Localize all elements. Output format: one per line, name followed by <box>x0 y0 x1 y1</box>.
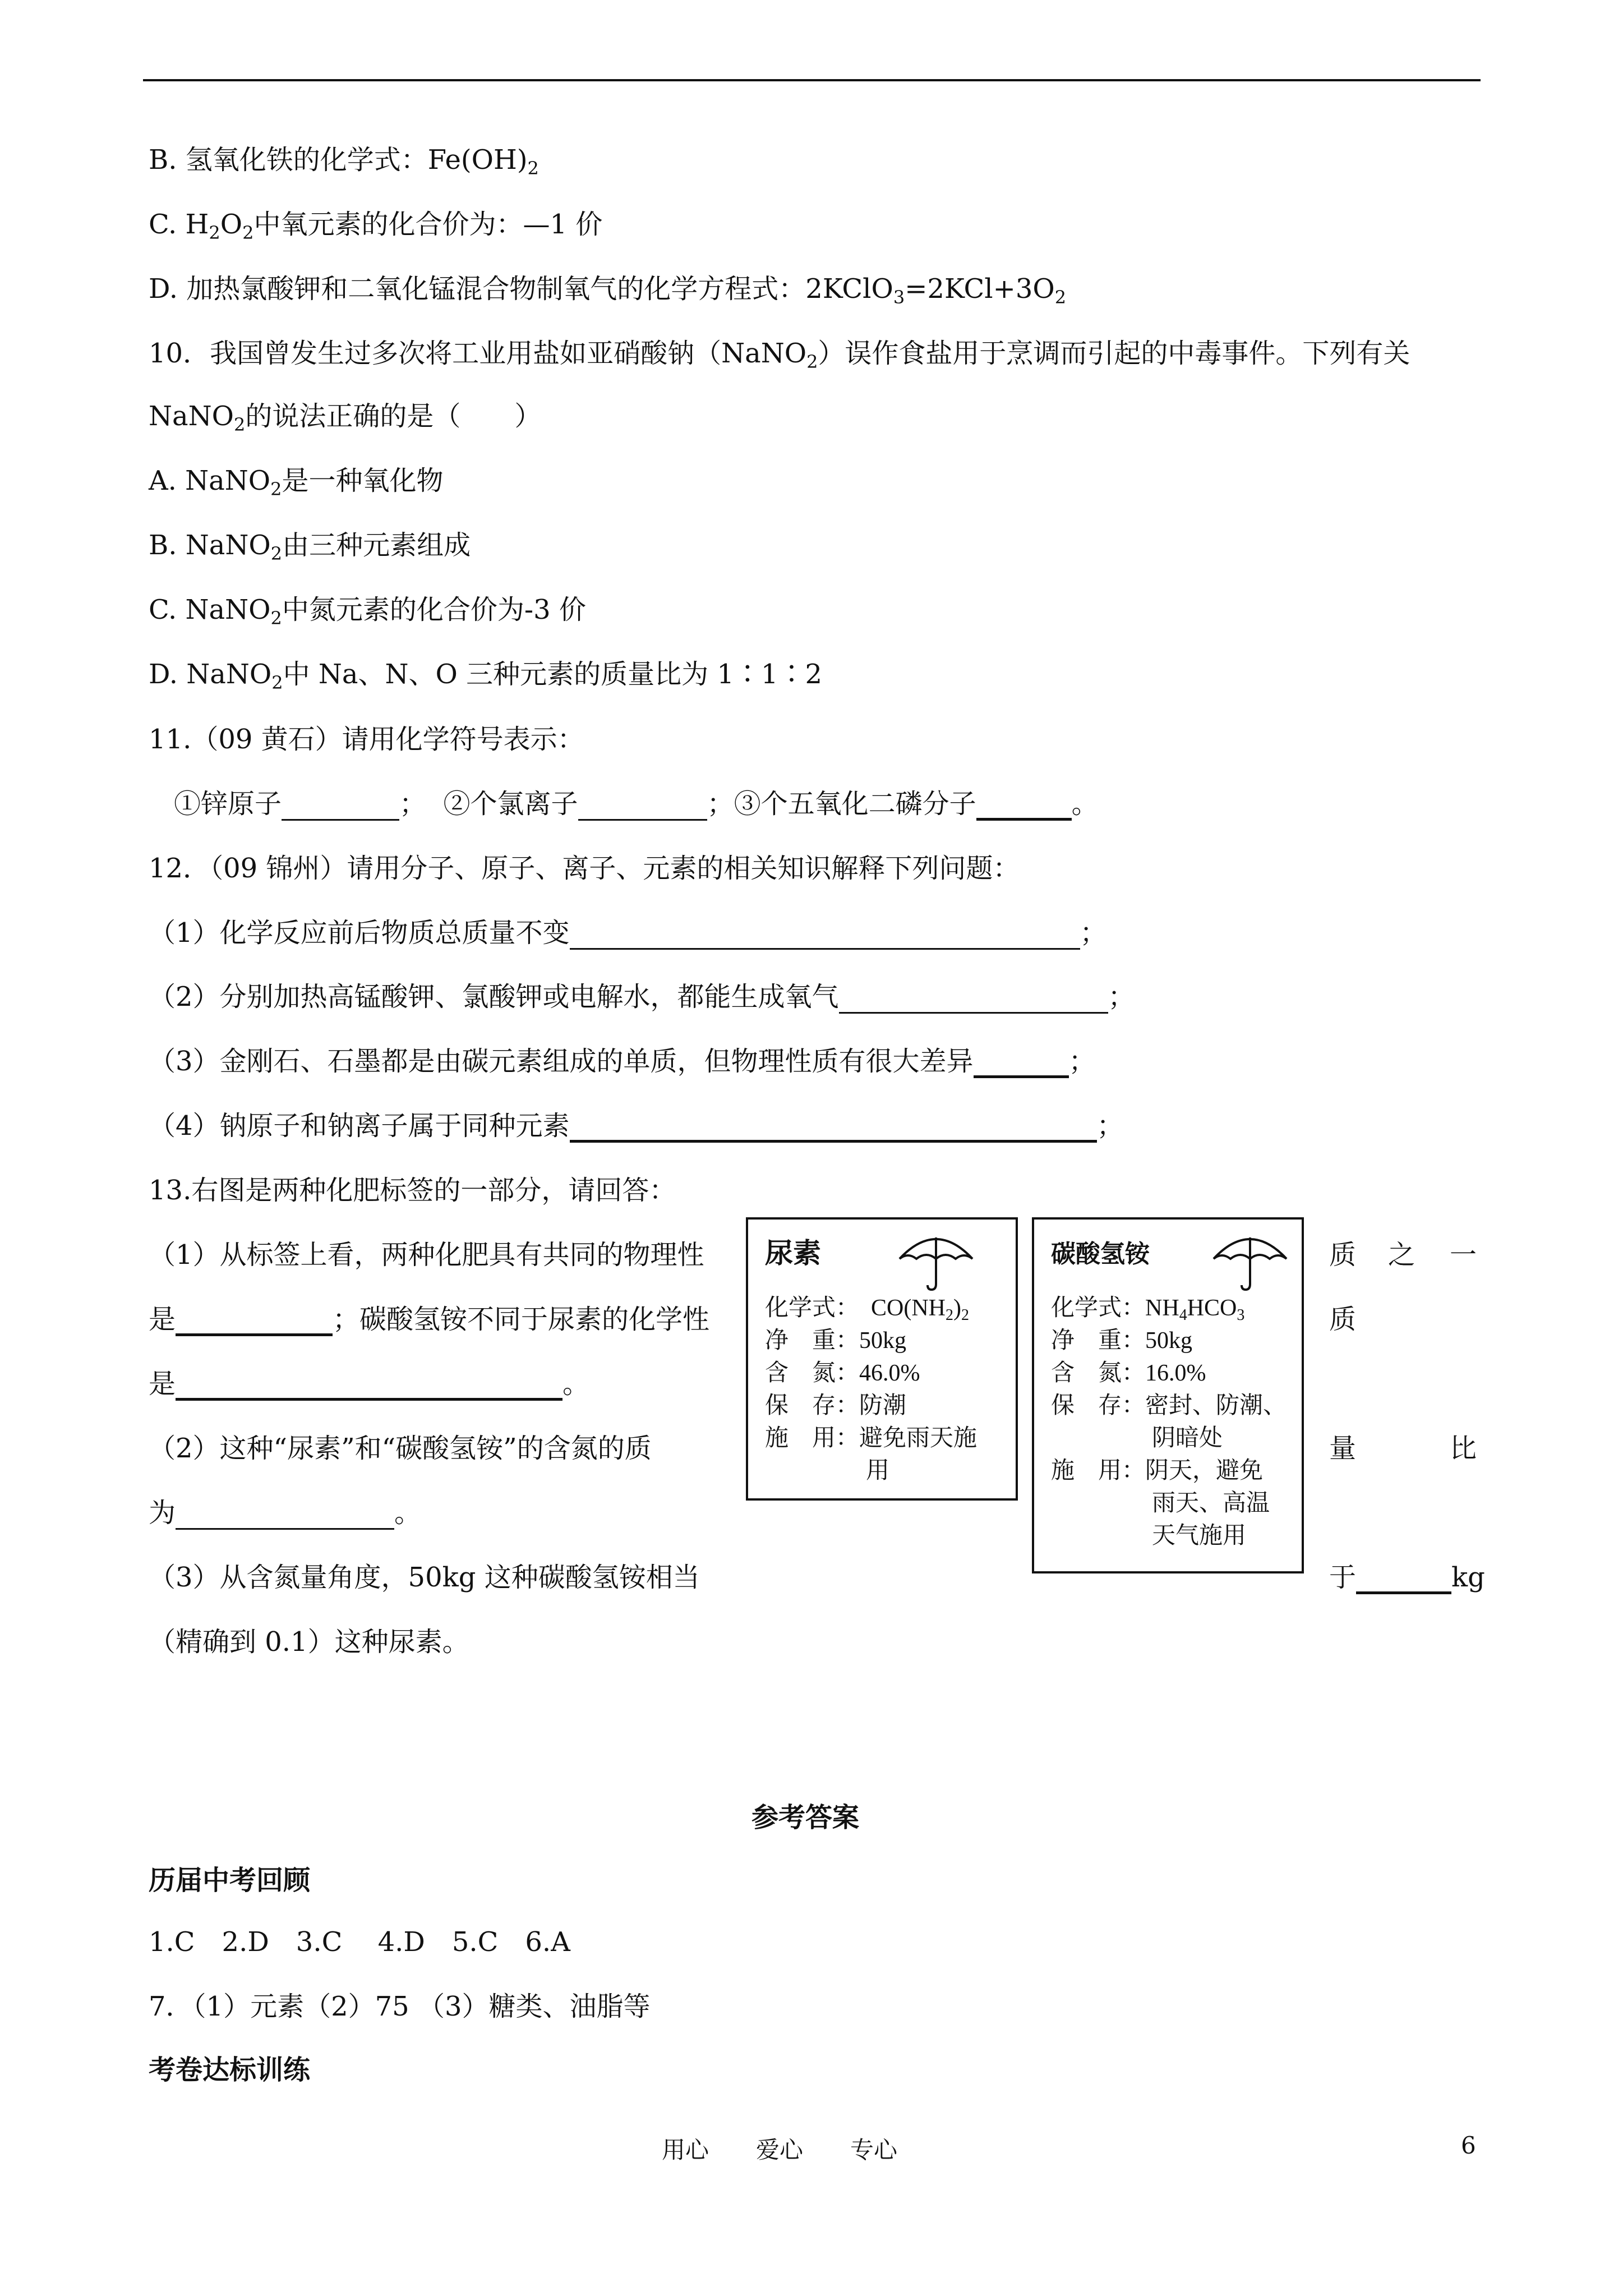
option-c-line: C. $H_2O_2$中氧元素的化合价为：—1 价 <box>149 209 603 243</box>
abc-storage-2: 阴暗处 <box>1152 1425 1223 1451</box>
header-rule <box>143 79 1481 81</box>
abc-usage-3: 天气施用 <box>1152 1523 1247 1549</box>
abc-nitrogen: 含 氮：16.0% <box>1051 1360 1206 1386</box>
umbrella-icon <box>1208 1225 1292 1292</box>
q13-part3-line1: （3）从含氮量角度，50kg 这种碳酸氢铵相当 <box>149 1562 700 1593</box>
q12-blank-3[interactable] <box>974 1050 1069 1078</box>
footer-motto: 用心 爱心 专心 <box>662 2136 898 2164</box>
urea-formula: 化学式： $CO(NH_2)_2$ <box>765 1295 970 1324</box>
q11-blanks-line: ①锌原子 ； ②个氯离子 ；③个五氧化二磷分子 。 <box>174 788 1099 820</box>
q11-stem: 11.（09 黄石）请用化学符号表示： <box>149 724 584 755</box>
abc-weight: 净 重：50kg <box>1051 1328 1193 1354</box>
q12-sub-3: （3）金刚石、石墨都是由碳元素组成的单质，但物理性质有很大差异 ； <box>149 1046 1096 1077</box>
q10-option-b: B. NaNO$_2$由三种元素组成 <box>149 530 471 564</box>
answers-section-training: 考卷达标训练 <box>149 2054 311 2086</box>
urea-storage: 保 存：防潮 <box>765 1393 907 1419</box>
answers-section-history: 历届中考回顾 <box>149 1865 311 1896</box>
q13-right-3b: 比 <box>1450 1433 1477 1464</box>
answers-heading: 参考答案 <box>751 1802 860 1833</box>
abc-label-title: 碳酸氢铵 <box>1051 1240 1150 1268</box>
q10-stem-line2: NaNO$_2$的说法正确的是（ ） <box>149 401 542 435</box>
umbrella-icon <box>894 1225 978 1292</box>
q12-blank-1[interactable] <box>570 922 1080 950</box>
q13-part1-line2: 是 ；碳酸氢铵不同于尿素的化学性 <box>149 1304 710 1335</box>
answers-mc: 1.C 2.D 3.C 4.D 5.C 6.A <box>149 1926 570 1958</box>
abc-storage-1: 保 存：密封、防潮、 <box>1051 1393 1287 1419</box>
option-d-line: D. 加热氯酸钾和二氧化锰混合物制氧气的化学方程式：$2KClO_3=2KCl+3O_2$ <box>149 273 1067 308</box>
q11-blank-2[interactable] <box>578 793 707 821</box>
q13-stem: 13.右图是两种化肥标签的一部分，请回答： <box>149 1175 676 1206</box>
abc-formula: 化学式：$NH_4HCO_3$ <box>1051 1295 1245 1324</box>
q13-blank-1[interactable] <box>176 1308 333 1336</box>
q11-blank-3[interactable] <box>976 792 1072 821</box>
q13-blank-3[interactable] <box>176 1502 394 1530</box>
q13-part2-line2: 为 。 <box>149 1497 422 1529</box>
page-number: 6 <box>1461 2132 1476 2159</box>
q10-stem-line1: 10．我国曾发生过多次将工业用盐如亚硝酸钠（NaNO$_2$）误作食盐用于烹调而引起的中毒事件。下列有关 <box>149 338 1410 372</box>
q12-blank-2[interactable] <box>839 986 1108 1014</box>
answers-q7: 7．（1）元素（2）75 （3）糖类、油脂等 <box>149 1991 651 2022</box>
urea-nitrogen: 含 氮：46.0% <box>765 1360 920 1386</box>
q13-right-4: 于 kg <box>1329 1562 1485 1593</box>
q13-blank-4[interactable] <box>1356 1566 1451 1594</box>
q12-sub-1: （1）化学反应前后物质总质量不变 ； <box>149 917 1107 949</box>
urea-label-title: 尿素 <box>765 1237 821 1269</box>
q13-part2-line1: （2）这种“尿素”和“碳酸氢铵”的含氮的质 <box>149 1433 652 1464</box>
q13-part3-line2: （精确到 0.1）这种尿素。 <box>149 1626 469 1658</box>
urea-usage-1: 施 用：避免雨天施 <box>765 1425 978 1451</box>
q12-sub-4: （4）钠原子和钠离子属于同种元素 ； <box>149 1110 1124 1142</box>
abc-usage-1: 施 用：阴天，避免 <box>1051 1458 1264 1484</box>
q13-right-1a: 质 <box>1329 1239 1357 1271</box>
q13-right-1b: 之 <box>1388 1239 1415 1271</box>
q12-blank-4[interactable] <box>570 1114 1097 1143</box>
urea-usage-2: 用 <box>866 1458 890 1484</box>
option-b-line: B. 氢氧化铁的化学式：$Fe(OH)_2$ <box>149 144 539 179</box>
q13-part1-line1: （1）从标签上看，两种化肥具有共同的物理性 <box>149 1239 704 1271</box>
q11-blank-1[interactable] <box>282 793 399 821</box>
abc-usage-2: 雨天、高温 <box>1152 1490 1270 1516</box>
q10-option-d: D. NaNO$_2$中 Na、N、O 三种元素的质量比为 1∶1∶2 <box>149 659 822 693</box>
urea-label <box>746 1217 1018 1501</box>
q13-part1-line3: 是 。 <box>149 1368 590 1400</box>
q13-blank-2[interactable] <box>176 1372 562 1401</box>
q13-right-1c: 一 <box>1450 1239 1477 1271</box>
q13-right-2: 质 <box>1329 1304 1357 1335</box>
q13-right-3a: 量 <box>1329 1433 1357 1464</box>
q10-option-c: C. NaNO$_2$中氮元素的化合价为-3 价 <box>149 594 586 629</box>
q12-sub-2: （2）分别加热高锰酸钾、氯酸钾或电解水，都能生成氧气 ； <box>149 981 1135 1013</box>
q12-stem: 12．（09 锦州）请用分子、原子、离子、元素的相关知识解释下列问题： <box>149 853 1020 884</box>
urea-weight: 净 重：50kg <box>765 1328 907 1354</box>
ammonium-bicarbonate-label <box>1032 1217 1304 1573</box>
q10-option-a: A. NaNO$_2$是一种氧化物 <box>149 465 444 500</box>
